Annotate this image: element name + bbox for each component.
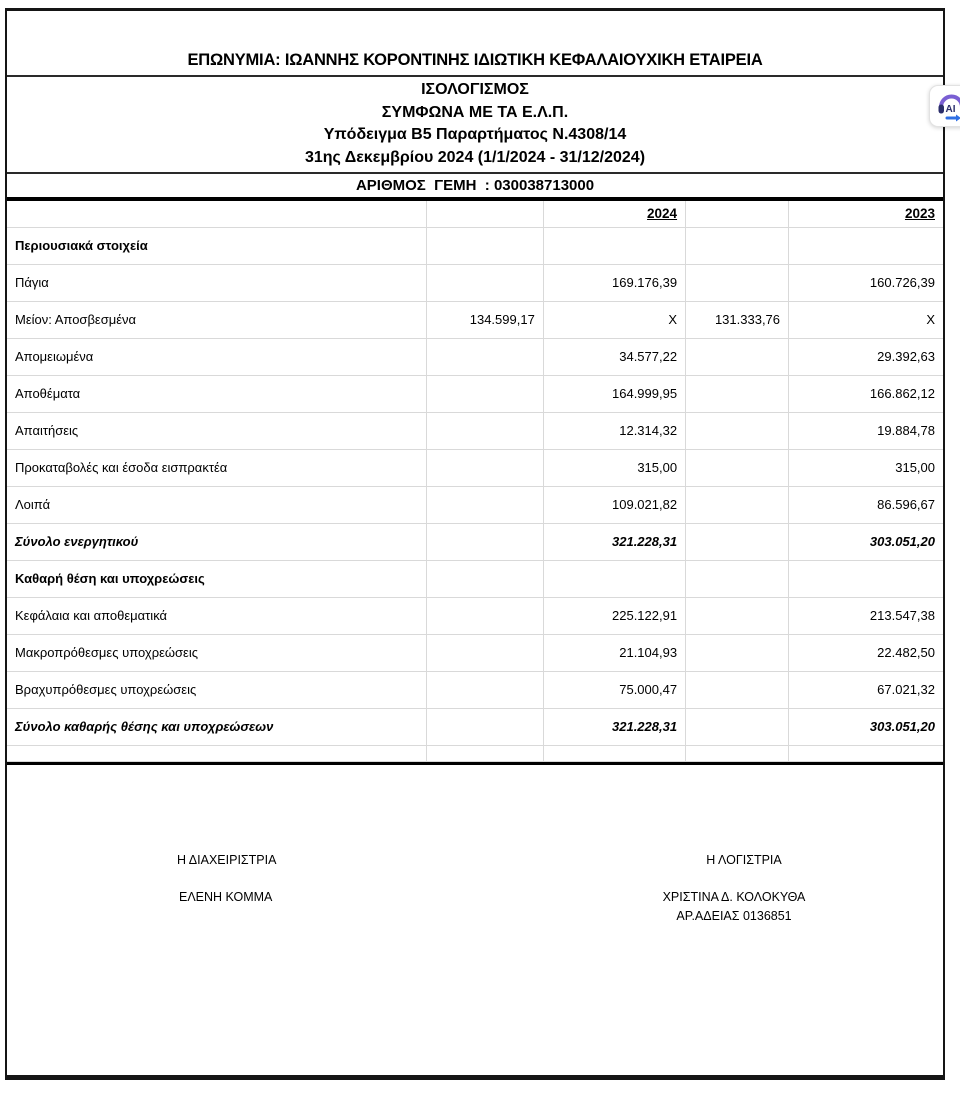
cell-2023: 166.862,12 <box>789 375 943 412</box>
statement-period: 31ης Δεκεμβρίου 2024 (1/1/2024 - 31/12/2024) <box>304 148 646 166</box>
table-row <box>7 227 943 264</box>
cell-2023-sub <box>686 597 789 634</box>
cell-label: Αποθέματα <box>7 375 426 412</box>
table-row <box>7 560 943 597</box>
cell-2024: 21.104,93 <box>543 634 685 671</box>
accountant-name: ΧΡΙΣΤΙΝΑ Δ. ΚΟΛΟΚΥΘΑ <box>662 889 806 904</box>
cell-2024-sub <box>426 375 543 412</box>
cell-2024-sub <box>426 338 543 375</box>
cell-2024: X <box>543 301 685 338</box>
cell-label: Βραχυπρόθεσμες υποχρεώσεις <box>7 671 426 708</box>
accountant-title: Η ΛΟΓΙΣΤΡΙΑ <box>706 852 782 867</box>
cell-2023-sub <box>686 412 789 449</box>
cell-2024 <box>543 560 685 597</box>
cell-2023-sub <box>686 227 789 264</box>
cell-2024-sub <box>426 560 543 597</box>
cell-2023: 160.726,39 <box>789 264 943 301</box>
balance-sheet-table <box>7 201 943 762</box>
cell-2023: X <box>789 301 943 338</box>
table-row <box>7 264 943 301</box>
cell-label: Προκαταβολές και έσοδα εισπρακτέα <box>7 449 426 486</box>
company-name-text: ΕΠΩΝΥΜΙΑ: ΙΩΑΝΝΗΣ ΚΟΡΟΝΤΙΝΗΣ ΙΔΙΩΤΙΚΗ ΚΕΦΑΛΑΙΟΥΧΙΚΗ ΕΤΑΙΡΕΙΑ <box>187 51 763 69</box>
signature-area <box>7 762 943 1058</box>
cell-2023-sub: 131.333,76 <box>686 301 789 338</box>
cell-2023: 315,00 <box>789 449 943 486</box>
cell-2023-sub <box>686 449 789 486</box>
cell-2023 <box>789 745 943 761</box>
cell-2023-sub <box>686 745 789 761</box>
cell-label: Περιουσιακά στοιχεία <box>7 227 426 264</box>
cell-2024: 321.228,31 <box>543 708 685 745</box>
cell-2024-sub <box>426 523 543 560</box>
manager-title: Η ΔΙΑΧΕΙΡΙΣΤΡΙΑ <box>177 852 277 867</box>
cell-2023-sub <box>686 486 789 523</box>
balance-sheet-table-body <box>7 201 943 761</box>
cell-2024: 109.021,82 <box>543 486 685 523</box>
table-row <box>7 375 943 412</box>
cell-label: Καθαρή θέση και υποχρεώσεις <box>7 560 426 597</box>
cell-2024-sub <box>426 745 543 761</box>
cell-2023-sub <box>686 338 789 375</box>
cell-2023-sub <box>686 201 789 227</box>
cell-2024-sub <box>426 486 543 523</box>
cell-2023-sub <box>686 708 789 745</box>
cell-2023-sub <box>686 671 789 708</box>
manager-name: ΕΛΕΝΗ ΚΟΜΜΑ <box>179 889 273 904</box>
cell-label: Σύνολο καθαρής θέσης και υποχρεώσεων <box>7 708 426 745</box>
cell-2024: 169.176,39 <box>543 264 685 301</box>
balance-sheet-page <box>5 8 945 1080</box>
svg-text:AI: AI <box>945 104 956 115</box>
cell-2023: 213.547,38 <box>789 597 943 634</box>
cell-2024-sub <box>426 634 543 671</box>
cell-2023-sub <box>686 560 789 597</box>
table-row <box>7 486 943 523</box>
column-header-2024: 2024 <box>543 201 685 227</box>
cell-2023: 19.884,78 <box>789 412 943 449</box>
cell-label: Κεφάλαια και αποθεματικά <box>7 597 426 634</box>
table-row <box>7 671 943 708</box>
cell-2024-sub: 134.599,17 <box>426 301 543 338</box>
cell-2023: 303.051,20 <box>789 523 943 560</box>
table-row <box>7 449 943 486</box>
cell-label: Μακροπρόθεσμες υποχρεώσεις <box>7 634 426 671</box>
cell-label <box>7 201 426 227</box>
cell-label: Μείον: Αποσβεσμένα <box>7 301 426 338</box>
cell-2023: 22.482,50 <box>789 634 943 671</box>
statement-title: ΙΣΟΛΟΓΙΣΜΟΣ <box>421 81 529 98</box>
cell-2024-sub <box>426 671 543 708</box>
cell-2023-sub <box>686 264 789 301</box>
statement-template: Υπόδειγμα Β5 Παραρτήματος Ν.4308/14 <box>323 126 627 143</box>
table-row <box>7 412 943 449</box>
table-header-row <box>7 201 943 227</box>
ai-headset-icon <box>934 90 960 122</box>
table-row <box>7 338 943 375</box>
cell-2024-sub <box>426 201 543 227</box>
company-name-header <box>7 11 943 77</box>
cell-2024-sub <box>426 227 543 264</box>
cell-2023-sub <box>686 634 789 671</box>
table-row <box>7 597 943 634</box>
cell-2023 <box>789 560 943 597</box>
cell-2024 <box>543 227 685 264</box>
cell-2024-sub <box>426 412 543 449</box>
cell-label: Σύνολο ενεργητικού <box>7 523 426 560</box>
column-header-2023: 2023 <box>789 201 943 227</box>
ai-assistant-badge[interactable] <box>929 85 960 127</box>
cell-2023 <box>789 227 943 264</box>
cell-2024: 315,00 <box>543 449 685 486</box>
cell-label: Απαιτήσεις <box>7 412 426 449</box>
cell-2024-sub <box>426 708 543 745</box>
cell-2024: 34.577,22 <box>543 338 685 375</box>
cell-2023-sub <box>686 375 789 412</box>
cell-2024: 12.314,32 <box>543 412 685 449</box>
cell-2024-sub <box>426 264 543 301</box>
table-row <box>7 745 943 761</box>
table-row <box>7 301 943 338</box>
cell-2023: 303.051,20 <box>789 708 943 745</box>
cell-2023: 86.596,67 <box>789 486 943 523</box>
cell-2024: 321.228,31 <box>543 523 685 560</box>
cell-2023: 67.021,32 <box>789 671 943 708</box>
table-row <box>7 634 943 671</box>
cell-label: Πάγια <box>7 264 426 301</box>
gemi-number-line: ΑΡΙΘΜΟΣ ΓΕΜΗ : 030038713000 <box>7 174 943 201</box>
cell-2024-sub <box>426 449 543 486</box>
cell-2024-sub <box>426 597 543 634</box>
table-row <box>7 708 943 745</box>
cell-2024 <box>543 745 685 761</box>
table-row <box>7 523 943 560</box>
statement-standard: ΣΥΜΦΩΝΑ ΜΕ ΤΑ Ε.Λ.Π. <box>381 103 569 121</box>
cell-label: Λοιπά <box>7 486 426 523</box>
cell-label <box>7 745 426 761</box>
accountant-license: ΑΡ.ΑΔΕΙΑΣ 0136851 <box>676 908 792 923</box>
cell-2024: 75.000,47 <box>543 671 685 708</box>
statement-subtitle-block <box>7 77 943 174</box>
cell-2023-sub <box>686 523 789 560</box>
cell-2023: 29.392,63 <box>789 338 943 375</box>
cell-2024: 164.999,95 <box>543 375 685 412</box>
cell-label: Απομειωμένα <box>7 338 426 375</box>
cell-2024: 225.122,91 <box>543 597 685 634</box>
